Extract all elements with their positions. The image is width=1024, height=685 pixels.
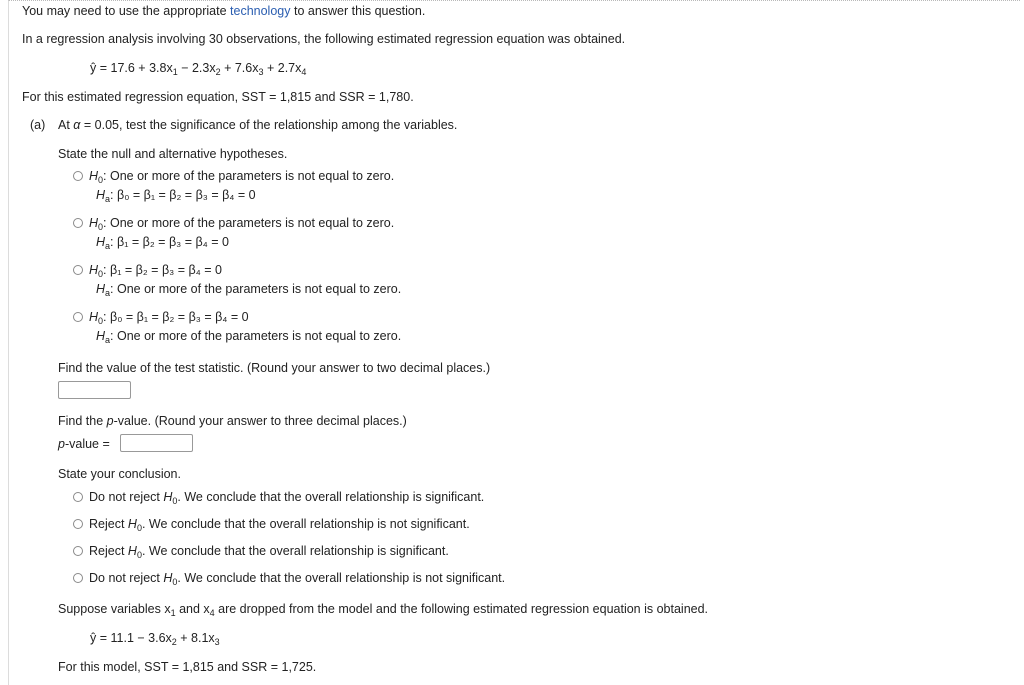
radio-conclusion-2[interactable]	[73, 519, 83, 529]
test-statistic-prompt: Find the value of the test statistic. (Round your answer to two decimal places.)	[58, 361, 491, 375]
technology-link[interactable]: technology	[230, 4, 291, 18]
pvalue-prompt: Find the p-value. (Round your answer to three decimal places.)	[58, 414, 407, 428]
regression-equation-1: ŷ = $17.6 + 3.8x_1 - 2.3x_2 + 7.6x_3 + 2.7x_4$	[90, 61, 307, 77]
conclusion-prompt: State your conclusion.	[58, 467, 181, 481]
regression-equation-2: ŷ = $11.1 - 3.6x_2 + 8.1x_3$	[90, 631, 220, 647]
radio-hypothesis-4[interactable]	[73, 312, 83, 322]
hypothesis-option-3[interactable]: $H_0$: β₁ = β₂ = β₃ = β₄ = 0	[73, 262, 222, 278]
pvalue-input[interactable]	[120, 434, 193, 452]
hypothesis-option-1-alt: $H_a$: β₀ = β₁ = β₂ = β₃ = β₄ = 0	[96, 188, 256, 204]
radio-conclusion-3[interactable]	[73, 546, 83, 556]
sst-ssr-line-2: For this model, SST = 1,815 and SSR = 1,725.	[58, 660, 317, 674]
technology-note: You may need to use the appropriate technology to answer this question.	[22, 4, 426, 18]
conclusion-option-3[interactable]: Reject $H_0$. We conclude that the overall relationship is significant.	[73, 543, 449, 559]
radio-hypothesis-2[interactable]	[73, 218, 83, 228]
hypothesis-option-3-alt: $H_a$: One or more of the parameters is not equal to zero.	[96, 282, 402, 298]
part-a-prompt: At α = 0.05, test the significance of the relationship among the variables.	[58, 118, 458, 132]
sst-ssr-line-1: For this estimated regression equation, SST = 1,815 and SSR = 1,780.	[22, 90, 414, 104]
conclusion-option-1[interactable]: Do not reject $H_0$. We conclude that the overall relationship is significant.	[73, 489, 484, 505]
radio-conclusion-4[interactable]	[73, 573, 83, 583]
dropped-variables-text: Suppose variables $x_1$ and $x_4$ are dropped from the model and the following estimated regression equation is obtained.	[58, 602, 709, 618]
pvalue-label: p-value =	[58, 437, 110, 451]
hypothesis-option-2[interactable]: $H_0$: One or more of the parameters is not equal to zero.	[73, 215, 394, 231]
hypothesis-option-2-alt: $H_a$: β₁ = β₂ = β₃ = β₄ = 0	[96, 235, 229, 251]
part-a-label: (a)	[30, 118, 46, 132]
intro-text: In a regression analysis involving 30 observations, the following estimated regression equation was obtained.	[22, 32, 626, 46]
hypothesis-option-4-alt: $H_a$: One or more of the parameters is not equal to zero.	[96, 329, 402, 345]
radio-conclusion-1[interactable]	[73, 492, 83, 502]
radio-hypothesis-1[interactable]	[73, 171, 83, 181]
hypothesis-option-1[interactable]: $H_0$: One or more of the parameters is not equal to zero.	[73, 168, 394, 184]
hypothesis-option-4[interactable]: $H_0$: β₀ = β₁ = β₂ = β₃ = β₄ = 0	[73, 309, 249, 325]
hypotheses-prompt: State the null and alternative hypotheses.	[58, 147, 288, 161]
test-statistic-input[interactable]	[58, 381, 131, 399]
radio-hypothesis-3[interactable]	[73, 265, 83, 275]
conclusion-option-4[interactable]: Do not reject $H_0$. We conclude that the overall relationship is not significant.	[73, 570, 505, 586]
conclusion-option-2[interactable]: Reject $H_0$. We conclude that the overall relationship is not significant.	[73, 516, 470, 532]
